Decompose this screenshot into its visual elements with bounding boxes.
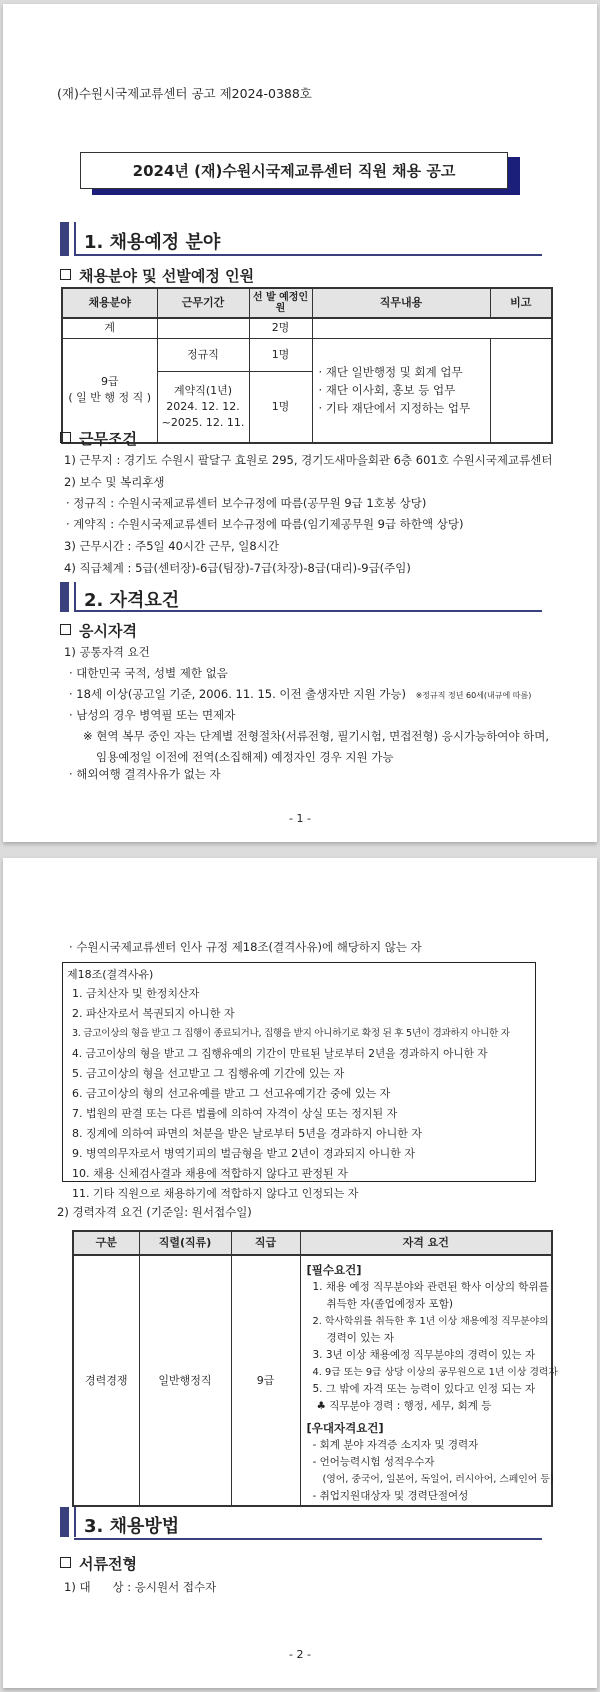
- rule-line: · 수원시국제교류센터 인사 규정 제18조(결격사유)에 해당하지 않는 자: [69, 940, 422, 954]
- required-title: [필수요건]: [306, 1263, 362, 1277]
- duties-cell: · 재단 일반행정 및 회계 업무 · 재단 이사회, 홍보 등 업무 · 기타 재단에서 지정하는 업무: [312, 338, 490, 443]
- eligibility-line: · 18세 이상(공고일 기준, 2006. 11. 15. 이전 출생자만 지원 가능) ※정규직 정년 60세(내규에 따름): [69, 687, 532, 701]
- grade-cell: 9급: [231, 1255, 300, 1506]
- total-label: 계: [62, 318, 157, 338]
- rule-item: 7. 법원의 판결 또는 다른 법률에 의하여 자격이 상실 또는 정지된 자: [72, 1107, 398, 1120]
- req-item: 3. 3년 이상 채용예정 직무분야의 경력이 있는 자: [312, 1349, 536, 1361]
- subheading-eligibility: 응시자격: [60, 620, 137, 641]
- screening-line: 1) 대 상 : 응시원서 접수자: [64, 1580, 217, 1594]
- disqualification-box: [62, 962, 536, 1200]
- condition-line: · 정규직 : 수원시국제교류센터 보수규정에 따름(공무원 9급 1호봉 상당): [66, 496, 427, 510]
- count-cell: 1명: [249, 371, 312, 443]
- eligibility-line: ※ 현역 복무 중인 자는 단계별 전형절차(서류전형, 필기시험, 면접전형) 응시가능하여야 하며,: [83, 729, 550, 743]
- age-note: ※정규직 정년 60세(내규에 따름): [415, 691, 532, 700]
- req-item: 취득한 자(졸업예정자 포함): [326, 1298, 453, 1310]
- req-item: 4. 9급 또는 9급 상당 이상의 공무원으로 1년 이상 경력자: [312, 1367, 558, 1378]
- condition-line: · 계약직 : 수원시국제교류센터 보수규정에 따름(임기제공무원 9급 하한액 상당): [66, 517, 464, 531]
- req-item: ♣ 직무분야 경력 : 행정, 세무, 회계 등: [316, 1400, 492, 1412]
- series-cell: 일반행정직: [139, 1255, 231, 1506]
- pref-item: - 회계 분야 자격증 소지자 및 경력자: [312, 1439, 479, 1451]
- col-header: 선 발 예정인원: [249, 288, 312, 318]
- col-header: 직무내용: [312, 288, 490, 318]
- pref-item: - 취업지원대상자 및 경력단절여성: [312, 1490, 469, 1502]
- period-cell: 계약직(1년) 2024. 12. 12. ~2025. 12. 11.: [157, 371, 249, 443]
- section-3-title: 3. 채용방법: [84, 1516, 180, 1537]
- document-title: 2024년 (재)수원시국제교류센터 직원 채용 공고: [80, 152, 508, 189]
- rule-item: 5. 금고이상의 형을 선고받고 그 집행유예 기간에 있는 자: [72, 1067, 345, 1080]
- rule-item: 6. 금고이상의 형의 선고유예를 받고 그 선고유예기간 중에 있는 자: [72, 1087, 391, 1100]
- rule-item: 1. 금치산자 및 한정치산자: [72, 987, 200, 1000]
- rule-item: 2. 파산자로서 복권되지 아니한 자: [72, 1007, 235, 1020]
- col-header: 비고: [490, 288, 552, 318]
- eligibility-line: · 해외여행 결격사유가 없는 자: [69, 767, 221, 781]
- subheading-document-screening: 서류전형: [60, 1553, 137, 1574]
- section-underline: [74, 1538, 542, 1540]
- rule-item: 3. 금고이상의 형을 받고 그 집행이 종료되거나, 집행을 받지 아니하기로 확정 된 후 5년이 경과하지 아니한 자: [72, 1028, 510, 1039]
- preferred-title: [우대자격요건]: [306, 1421, 384, 1435]
- rule-item: 10. 채용 신체검사결과 채용에 적합하지 않다고 판정된 자: [72, 1167, 348, 1180]
- field-cell: 9급 ( 일 반 행 정 직 ): [62, 338, 157, 443]
- rule-title: 제18조(결격사유): [67, 968, 154, 981]
- condition-line: 2) 보수 및 복리후생: [64, 475, 165, 489]
- page-number: - 1 -: [289, 812, 311, 825]
- eligibility-line: 1) 공통자격 요건: [64, 645, 150, 659]
- col-header: 직렬(직류): [139, 1231, 231, 1255]
- pref-item: - 언어능력시험 성적우수자: [312, 1456, 435, 1468]
- rule-item: 11. 기타 직원으로 채용하기에 적합하지 않다고 인정되는 자: [72, 1187, 359, 1200]
- section-underline: [74, 254, 542, 256]
- requirements-cell: [300, 1255, 558, 1506]
- req-item: 5. 그 밖에 자격 또는 능력이 있다고 인정 되는 자: [312, 1383, 536, 1395]
- eligibility-line: 임용예정일 이전에 전역(소집해제) 예정자인 경우 지원 가능: [96, 750, 394, 764]
- section-divider: [74, 222, 76, 256]
- col-header: 자격 요건: [300, 1231, 552, 1255]
- section-marker: [60, 1507, 69, 1537]
- eligibility-line: · 남성의 경우 병역필 또는 면제자: [69, 708, 236, 722]
- req-item: 경력이 있는 자: [326, 1332, 395, 1344]
- section-divider: [74, 1507, 76, 1537]
- section-marker: [60, 582, 69, 612]
- rule-item: 8. 징계에 의하여 파면의 처분을 받은 날로부터 5년을 경과하지 아니한 자: [72, 1127, 422, 1140]
- count-cell: 1명: [249, 338, 312, 371]
- career-title: 2) 경력자격 요건 (기준일: 원서접수일): [57, 1205, 252, 1219]
- condition-line: 3) 근무시간 : 주5일 40시간 근무, 일8시간: [64, 539, 279, 553]
- col-header: 구분: [73, 1231, 139, 1255]
- section-marker: [60, 222, 69, 256]
- rule-item: 9. 병역의무자로서 병역기피의 벌금형을 받고 2년이 경과되지 아니한 자: [72, 1147, 415, 1160]
- page-number: - 2 -: [289, 1648, 311, 1661]
- total-count: 2명: [249, 318, 312, 338]
- recruitment-table: [61, 287, 553, 444]
- req-item: 2. 학사학위를 취득한 후 1년 이상 채용예정 직무분야의: [312, 1316, 549, 1327]
- section-2-title: 2. 자격요건: [84, 590, 180, 611]
- pref-item: (영어, 중국어, 일본어, 독일어, 러시아어, 스페인어 등): [322, 1474, 554, 1485]
- condition-line: 4) 직급체계 : 5급(센터장)-6급(팀장)-7급(차장)-8급(대리)-9급(주임): [64, 561, 411, 575]
- type-cell: 경력경쟁: [73, 1255, 139, 1506]
- period-cell: 정규직: [157, 338, 249, 371]
- section-1-title: 1. 채용예정 분야: [84, 232, 221, 253]
- section-divider: [74, 582, 76, 612]
- subheading-conditions: 근무조건: [60, 428, 137, 449]
- notice-number: (재)수원시국제교류센터 공고 제2024-0388호: [57, 86, 312, 101]
- rule-item: 4. 금고이상의 형을 받고 그 집행유예의 기간이 만료된 날로부터 2년을 경과하지 아니한 자: [72, 1048, 488, 1060]
- req-item: 1. 채용 예정 직무분야와 관련된 학사 이상의 학위를: [312, 1281, 549, 1293]
- career-table: [72, 1230, 558, 1507]
- col-header: 채용분야: [62, 288, 157, 318]
- eligibility-line: · 대한민국 국적, 성별 제한 없음: [69, 666, 228, 680]
- condition-line: 1) 근무지 : 경기도 수원시 팔달구 효원로 295, 경기도새마을회관 6층 601호 수원시국제교류센터: [64, 453, 553, 467]
- col-header: 근무기간: [157, 288, 249, 318]
- subheading-recruitment: 채용분야 및 선발예정 인원: [60, 265, 254, 286]
- col-header: 직급: [231, 1231, 300, 1255]
